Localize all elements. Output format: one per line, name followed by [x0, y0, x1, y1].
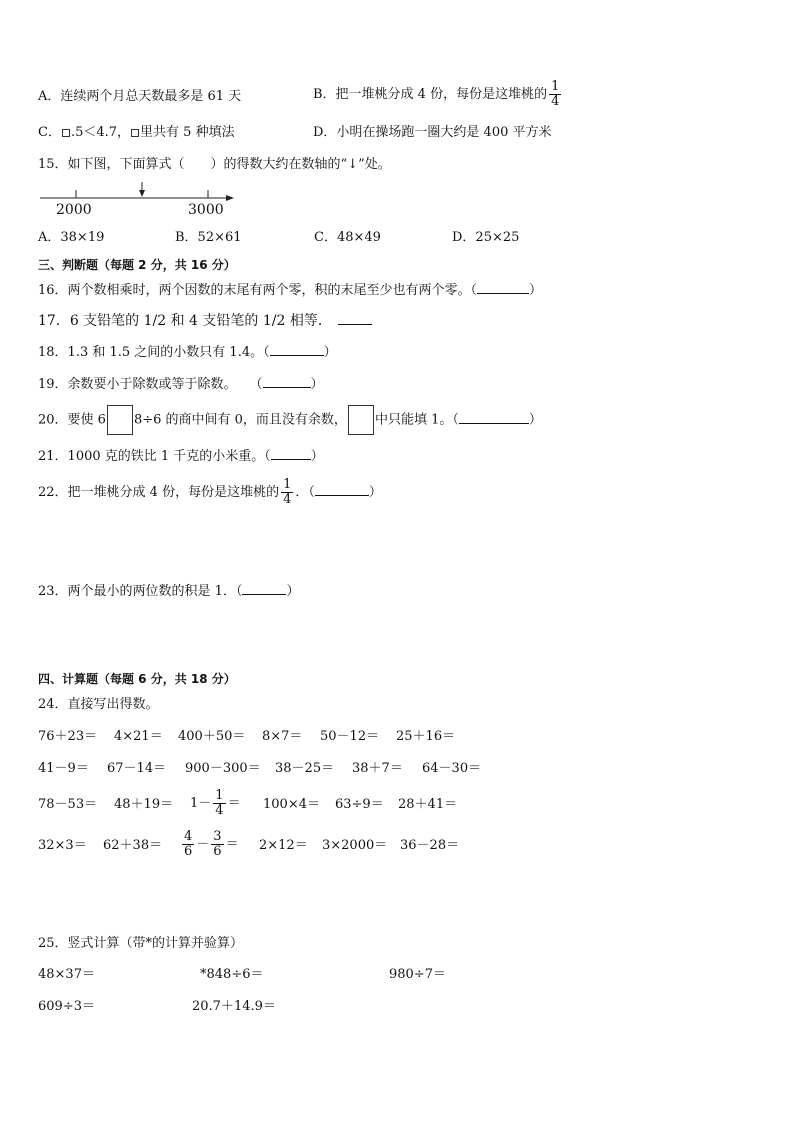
q16-close: ）	[529, 283, 543, 298]
vertical-calc-item: 48×37＝	[38, 967, 95, 982]
answer-blank[interactable]	[338, 312, 372, 325]
calc-fraction	[213, 789, 225, 818]
minus-sign: －	[196, 837, 210, 852]
q22-close: ）	[368, 485, 382, 500]
q17	[38, 312, 372, 330]
q15-option-b: B．52×61	[175, 230, 242, 245]
calc-fraction	[211, 830, 223, 859]
calc-item: 67－14＝	[107, 761, 167, 776]
equals-sign: ＝	[225, 837, 239, 852]
answer-blank[interactable]	[242, 582, 286, 595]
q24-stem: 24．直接写出得数。	[38, 697, 159, 712]
calc-item: 78－53＝	[38, 797, 98, 812]
q14-option-b-fraction	[549, 80, 561, 109]
fraction-numerator: 3	[213, 829, 222, 844]
calc-item: 62＋38＝	[103, 838, 163, 853]
q22-text: 22．把一堆桃分成 4 份，每份是这堆桃的	[38, 485, 280, 500]
vertical-calc-item: *848÷6＝	[200, 967, 264, 982]
q14-option-c-label: C．	[38, 125, 61, 140]
calc-item: 25＋16＝	[396, 729, 456, 744]
answer-blank[interactable]	[263, 375, 311, 388]
calc-item: 400＋50＝	[178, 729, 246, 744]
number-line-label-2000: 2000	[56, 202, 92, 218]
vertical-calc-item: 20.7＋14.9＝	[192, 999, 276, 1014]
number-line-label-3000: 3000	[188, 202, 224, 218]
calc-item: 63÷9＝	[335, 797, 384, 812]
calc-item-fraction	[190, 786, 241, 822]
calc-fraction-post: ＝	[227, 796, 241, 811]
answer-blank[interactable]	[315, 483, 369, 496]
vertical-calc-item: 609÷3＝	[38, 999, 95, 1014]
q22-fraction	[281, 478, 293, 507]
q25-stem: 25．竖式计算（带*的计算并验算）	[38, 936, 244, 951]
fraction-denominator: 4	[551, 94, 560, 109]
calc-item-fraction	[180, 827, 239, 863]
q19-close: ）	[310, 377, 324, 392]
answer-blank[interactable]	[270, 343, 324, 356]
q20	[38, 405, 542, 436]
calc-item: 41－9＝	[38, 761, 89, 776]
q20-text-c: 中只能填 1。（	[374, 412, 459, 428]
calc-fraction	[182, 830, 194, 859]
q18-text: 18．1.3 和 1.5 之间的小数只有 1.4。（	[38, 345, 270, 360]
calc-fraction-pre: 1－	[190, 796, 212, 811]
calc-item: 64－30＝	[422, 761, 482, 776]
calc-item: 48＋19＝	[114, 797, 174, 812]
q23	[38, 582, 299, 601]
calc-item: 900－300＝	[185, 761, 261, 776]
q15-option-c: C．48×49	[314, 230, 381, 245]
q20-text-b: 8÷6 的商中间有 0，而且没有余数，	[133, 412, 347, 428]
q22-punct: ．（	[295, 485, 315, 500]
q14-option-b-text: B．把一堆桃分成 4 份，每份是这堆桃的	[313, 87, 548, 102]
square-placeholder-icon	[62, 129, 70, 137]
q17-text: 17．6 支铅笔的 1/2 和 4 支铅笔的 1/2 相等．	[38, 313, 332, 329]
q15-stem: 15．如下图，下面算式（ ）的得数大约在数轴的“↓”处。	[38, 157, 391, 172]
answer-blank[interactable]	[477, 281, 529, 294]
q14-option-c-mid: .5＜4.7，	[70, 125, 131, 140]
q15-option-a: A．38×19	[38, 230, 105, 245]
calc-item: 76＋23＝	[38, 729, 98, 744]
q16-text: 16．两个数相乘时，两个因数的末尾有两个零，积的末尾至少也有两个零。（	[38, 283, 478, 298]
fraction-denominator: 4	[283, 492, 292, 507]
q14-option-d: D．小明在操场跑一圈大约是 400 平方米	[313, 125, 552, 140]
q18	[38, 343, 337, 362]
q21	[38, 447, 324, 466]
calc-item: 2×12＝	[259, 838, 308, 853]
q19	[38, 375, 324, 394]
answer-blank[interactable]	[271, 447, 311, 460]
q14-option-a: A．连续两个月总天数最多是 61 天	[38, 89, 242, 104]
fraction-numerator: 4	[184, 829, 193, 844]
q23-text: 23．两个最小的两位数的积是 1．（	[38, 584, 243, 599]
section-3-title: 三、判断题（每题 2 分，共 16 分）	[38, 258, 236, 272]
answer-box[interactable]	[348, 405, 374, 435]
calc-item: 100×4＝	[263, 797, 320, 812]
calc-item: 28＋41＝	[398, 797, 458, 812]
calc-item: 4×21＝	[114, 729, 163, 744]
fraction-denominator: 6	[184, 844, 193, 859]
answer-box[interactable]	[107, 405, 133, 435]
fraction-denominator: 4	[215, 803, 224, 818]
q18-close: ）	[323, 345, 337, 360]
calc-item: 50－12＝	[320, 729, 380, 744]
calc-item: 38－25＝	[275, 761, 335, 776]
calc-item: 38＋7＝	[352, 761, 403, 776]
q22	[38, 478, 382, 507]
arrow-right-icon	[226, 195, 234, 201]
fraction-denominator: 6	[213, 844, 222, 859]
square-placeholder-icon	[131, 129, 139, 137]
fraction-numerator: 1	[215, 788, 224, 803]
calc-item: 8×7＝	[262, 729, 303, 744]
vertical-calc-item: 980÷7＝	[389, 967, 446, 982]
section-4-title: 四、计算题（每题 6 分，共 18 分）	[38, 672, 236, 686]
q15-option-d: D．25×25	[452, 230, 520, 245]
q19-text: 19．余数要小于除数或等于除数。 （	[38, 377, 263, 392]
q16	[38, 281, 542, 300]
q14-option-c	[38, 124, 235, 142]
fraction-numerator: 1	[551, 79, 560, 94]
answer-blank[interactable]	[459, 411, 529, 424]
q23-close: ）	[286, 584, 300, 599]
q21-close: ）	[310, 449, 324, 464]
arrow-down-head-icon	[139, 190, 145, 197]
q21-text: 21．1000 克的铁比 1 千克的小米重。（	[38, 449, 271, 464]
q20-text-a: 20．要使 6	[38, 412, 106, 428]
calc-item: 32×3＝	[38, 838, 87, 853]
q14-option-c-post: 里共有 5 种填法	[140, 125, 235, 140]
calc-item: 3×2000＝	[322, 838, 388, 853]
fraction-numerator: 1	[283, 477, 292, 492]
q14-option-b	[313, 80, 563, 109]
calc-item: 36－28＝	[400, 838, 460, 853]
q20-close: ）	[528, 412, 542, 428]
